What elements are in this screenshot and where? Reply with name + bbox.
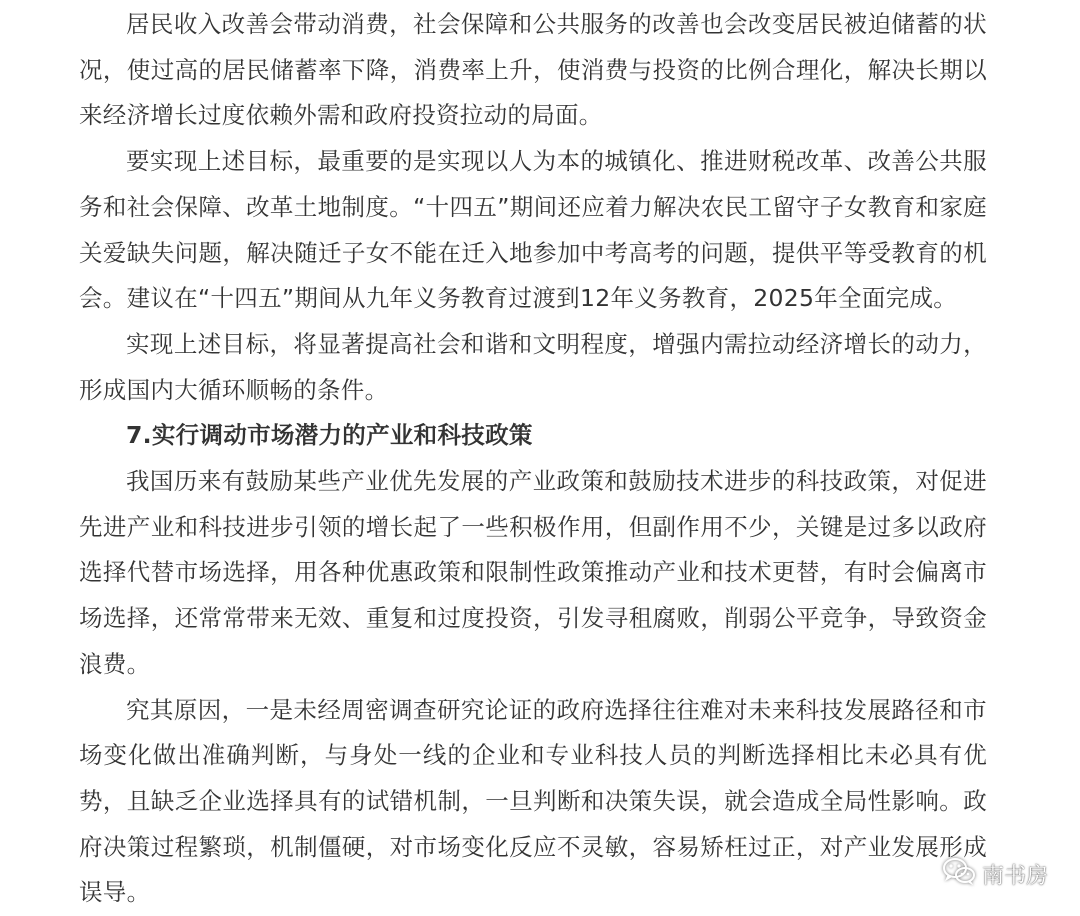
paragraph-outcome: 实现上述目标，将显著提高社会和谐和文明程度，增强内需拉动经济增长的动力，形成国内大循环顺畅的条件。 [79,329,987,404]
paragraph-reasons: 究其原因，一是未经周密调查研究论证的政府选择往往难对未来科技发展路径和市场变化做出准确判断，与身处一线的企业和专业科技人员的判断选择相比未必具有优势，且缺乏企业选择具有的试错机制，一旦判断和决策失误，就会造成全局性影响。政府决策过程繁琐，机制僵硬，对市场变化反应不灵敏，容易矫枉过正，对产业发展形成误导。 [79,695,987,907]
paragraph-industrial-policy: 我国历来有鼓励某些产业优先发展的产业政策和鼓励技术进步的科技政策，对促进先进产业和科技进步引领的增长起了一些积极作用，但副作用不少，关键是过多以政府选择代替市场选择，用各种优惠政策和限制性政策推动产业和技术更替，有时会偏离市场选择，还常常带来无效、重复和过度投资，引发寻租腐败，削弱公平竞争，导致资金浪费。 [79,467,987,678]
paragraph-targets: 要实现上述目标，最重要的是实现以人为本的城镇化、推进财税改革、改善公共服务和社会保障、改革土地制度。“十四五”期间还应着力解决农民工留守子女教育和家庭关爱缺失问题，解决随迁子女不能在迁入地参加中考高考的问题，提供平等受教育的机会。建议在“十四五”期间从九年义务教育过渡到12年义务教育，2025年全面完成。 [79,147,987,313]
paragraph-consumption: 居民收入改善会带动消费，社会保障和公共服务的改善也会改变居民被迫储蓄的状况，使过高的居民储蓄率下降，消费率上升，使消费与投资的比例合理化，解决长期以来经济增长过度依赖外需和政府投资拉动的局面。 [79,10,987,130]
wechat-icon [942,857,976,891]
watermark-text: 南书房 [981,863,1048,889]
article-body [79,0,987,916]
section-heading: 7.实行调动市场潜力的产业和科技政策 [126,421,533,450]
watermark [942,857,1048,891]
